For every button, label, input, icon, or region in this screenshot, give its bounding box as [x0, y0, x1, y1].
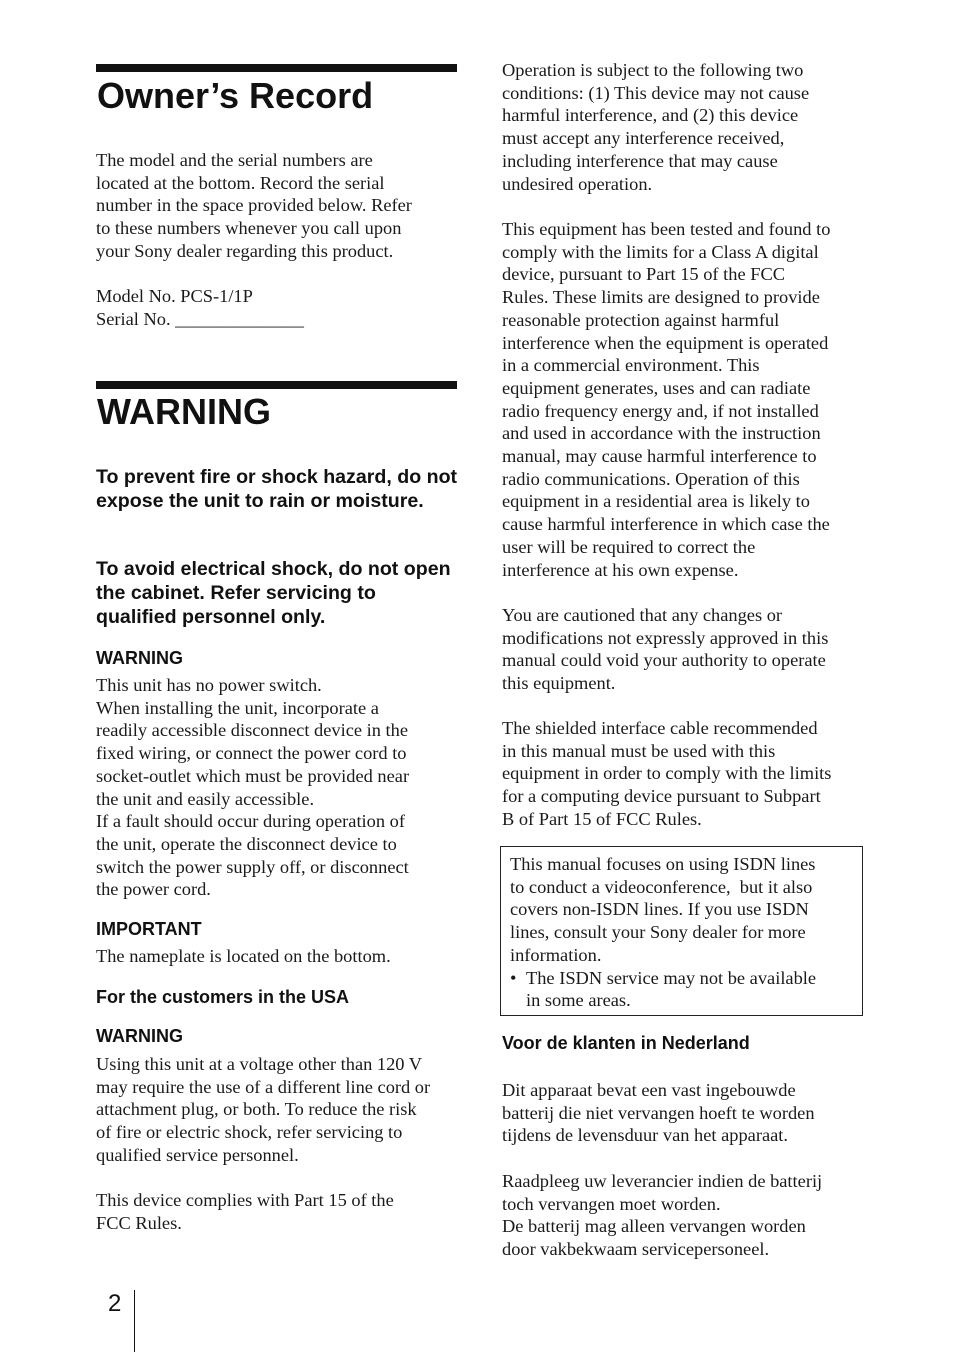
text-line: in some areas.: [526, 990, 631, 1011]
text-line: in this manual must be used with this: [502, 740, 776, 761]
owners-record-heading: Owner’s Record: [97, 75, 374, 116]
netherlands-heading: Voor de klanten in Nederland: [502, 1033, 750, 1053]
netherlands-battery-text: [502, 1079, 815, 1147]
owners-record-intro: [96, 149, 412, 263]
text-line: attachment plug, or both. To reduce the risk: [96, 1099, 417, 1120]
netherlands-replacement-text: [502, 1170, 822, 1261]
text-line: Raadpleeg uw leverancier indien de batterij: [502, 1171, 823, 1191]
text-line: manual, may cause harmful interference to: [502, 446, 817, 467]
important-heading: IMPORTANT: [96, 919, 202, 939]
warning-heading: WARNING: [97, 391, 271, 432]
text-line: conditions: (1) This device may not cause: [502, 82, 810, 103]
text-line: and used in accordance with the instruction: [502, 423, 821, 444]
text-line: This equipment has been tested and found to: [502, 219, 831, 239]
text-line: comply with the limits for a Class A digital: [502, 241, 819, 262]
fcc-compliance-text: [96, 1189, 394, 1234]
text-line: The model and the serial numbers are: [96, 150, 373, 170]
isdn-note-content: [510, 853, 816, 1012]
text-line: radio communications. Operation of this: [502, 468, 800, 489]
text-line: When installing the unit, incorporate a: [96, 697, 379, 718]
text-line: FCC Rules.: [96, 1212, 182, 1233]
text-line: manual could void your authority to operate: [502, 650, 826, 671]
text-line: interference at his own expense.: [502, 559, 739, 580]
text-line: equipment generates, uses and can radiate: [502, 377, 811, 398]
text-line: This device complies with Part 15 of the: [96, 1190, 394, 1210]
text-line: The shielded interface cable recommended: [502, 718, 818, 738]
serial-number: Serial No. ______________: [96, 308, 304, 329]
text-line: the unit and easily accessible.: [96, 788, 315, 809]
bullet-text: [526, 967, 816, 1012]
shielded-cable-text: [502, 717, 831, 831]
text-line: tijdens de levensduur van het apparaat.: [502, 1125, 788, 1146]
text-line: Operation is subject to the following two: [502, 60, 804, 80]
text-line: information.: [510, 944, 602, 965]
text-line: your Sony dealer regarding this product.: [96, 240, 394, 261]
text-line: may require the use of a different line cord or: [96, 1076, 431, 1097]
modifications-caution-text: [502, 604, 828, 695]
text-line: interference when the equipment is operated: [502, 332, 829, 353]
voltage-warning-text: [96, 1053, 430, 1167]
text-line: qualified service personnel.: [96, 1144, 299, 1165]
power-switch-text: [96, 674, 409, 901]
fire-shock-warning: To prevent fire or shock hazard, do not expose the unit to rain or moisture.: [96, 466, 458, 512]
text-line: user will be required to correct the: [502, 536, 756, 557]
text-line: De batterij mag alleen vervangen worden: [502, 1216, 806, 1237]
text-line: number in the space provided below. Refer: [96, 195, 412, 216]
text-line: the power cord.: [96, 879, 211, 900]
text-line: harmful interference, and (2) this device: [502, 105, 799, 126]
text-line: to conduct a videoconference, but it also: [510, 876, 813, 897]
isdn-note-bullet: [510, 967, 816, 1012]
electrical-shock-warning: To avoid electrical shock, do not open the cabinet. Refer servicing to qualified personnel only.: [96, 558, 451, 628]
usa-warning-heading: WARNING: [96, 1026, 183, 1046]
text-line: covers non-ISDN lines. If you use ISDN: [510, 899, 809, 920]
page-number: 2: [108, 1290, 122, 1317]
text-line: cause harmful interference in which case the: [502, 514, 830, 535]
text-line: readily accessible disconnect device in the: [96, 720, 408, 741]
text-line: Rules. These limits are designed to provide: [502, 287, 820, 308]
text-line: for a computing device pursuant to Subpart: [502, 786, 821, 807]
text-line: You are cautioned that any changes or: [502, 605, 783, 625]
text-line: lines, consult your Sony dealer for more: [510, 922, 806, 943]
text-line: toch vervangen moet worden.: [502, 1193, 721, 1214]
text-line: switch the power supply off, or disconnect: [96, 856, 409, 877]
text-line: The ISDN service may not be available: [526, 967, 817, 988]
text-line: the unit, operate the disconnect device to: [96, 833, 397, 854]
model-serial-block: [96, 285, 304, 330]
nameplate-text: [96, 945, 391, 968]
model-number: Model No. PCS-1/1P: [96, 286, 253, 306]
text-line: fixed wiring, or connect the power cord to: [96, 743, 407, 764]
text-line: reasonable protection against harmful: [502, 309, 780, 330]
page-number-divider: [134, 1290, 135, 1352]
text-line: to these numbers whenever you call upon: [96, 218, 402, 239]
text-line: undesired operation.: [502, 173, 653, 194]
warning-rule: [96, 381, 457, 389]
text-line: B of Part 15 of FCC Rules.: [502, 808, 702, 829]
text-line: equipment in order to comply with the limits: [502, 763, 832, 784]
text-line: batterij die niet vervangen hoeft te worden: [502, 1102, 815, 1123]
text-line: This manual focuses on using ISDN lines: [510, 854, 816, 874]
text-line: The nameplate is located on the bottom.: [96, 946, 391, 966]
text-line: device, pursuant to Part 15 of the FCC: [502, 264, 785, 285]
class-a-compliance-text: [502, 218, 830, 581]
text-line: Using this unit at a voltage other than 120 V: [96, 1054, 423, 1074]
text-line: located at the bottom. Record the serial: [96, 172, 385, 193]
text-line: socket-outlet which must be provided near: [96, 765, 410, 786]
text-line: must accept any interference received,: [502, 128, 785, 149]
owners-record-rule: [96, 64, 457, 72]
isdn-note-box: [500, 846, 863, 1016]
text-line: If a fault should occur during operation of: [96, 811, 405, 832]
text-line: modifications not expressly approved in this: [502, 627, 829, 648]
power-warning-heading: WARNING: [96, 648, 183, 668]
text-line: including interference that may cause: [502, 150, 778, 171]
usa-customers-heading: For the customers in the USA: [96, 987, 350, 1007]
text-line: This unit has no power switch.: [96, 675, 322, 695]
text-line: door vakbekwaam servicepersoneel.: [502, 1239, 770, 1260]
operation-conditions-text: [502, 59, 809, 195]
text-line: this equipment.: [502, 673, 616, 694]
text-line: Dit apparaat bevat een vast ingebouwde: [502, 1080, 796, 1100]
text-line: radio frequency energy and, if not installed: [502, 400, 819, 421]
text-line: of fire or electric shock, refer servicing to: [96, 1122, 403, 1143]
text-line: equipment in a residential area is likely to: [502, 491, 810, 512]
text-line: in a commercial environment. This: [502, 355, 760, 376]
bullet-icon: •: [510, 967, 517, 988]
